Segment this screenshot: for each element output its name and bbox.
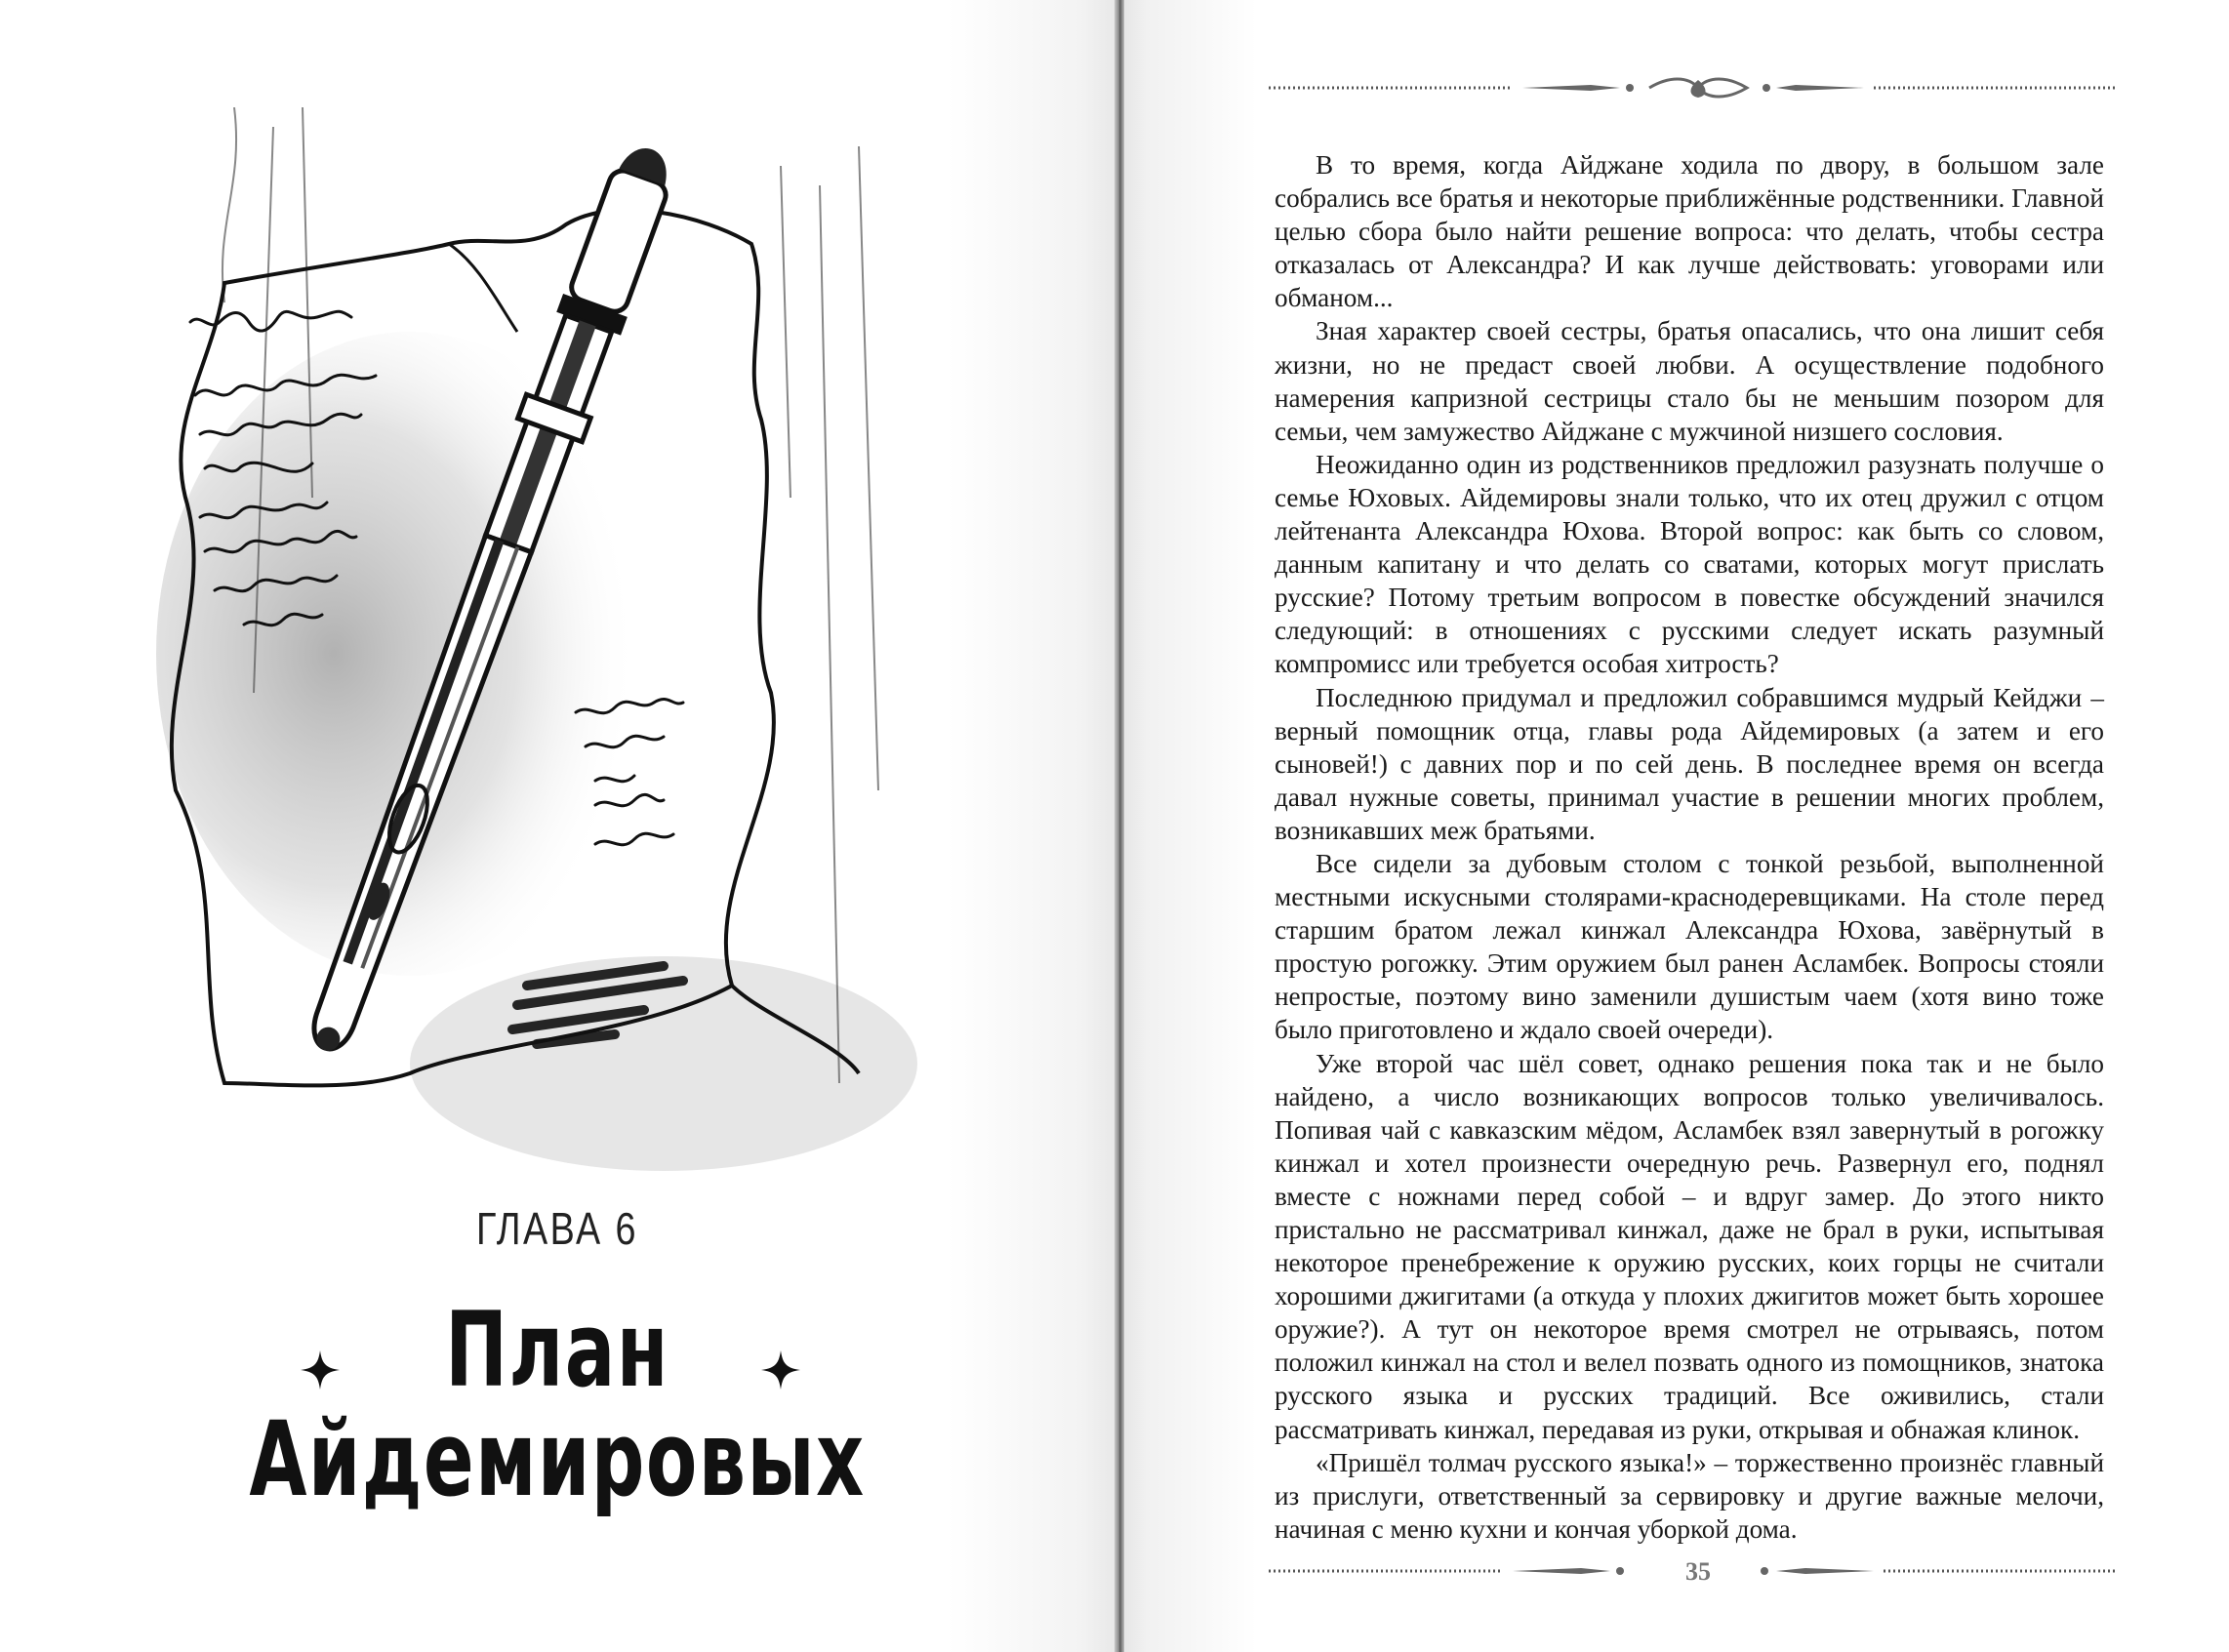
- paragraph: Неожиданно один из родственников предложил разузнать получше о семье Юховых. Айдемировы знали только, что их отец дружил с отцом лейтенанта Александра Юхова. Второй вопрос: как быть со словом, данным капитану и что делать со сватами, которых могут прислать русские? Потому третьим вопросом в повестке обсуждений значился следующий: в отношениях с русскими следует искать разумный компромисс или требуется особая хитрость?: [1275, 449, 2104, 679]
- paragraph: Уже второй час шёл совет, однако решения пока так и не было найдено, а число возникающих вопросов только увеличивалось. Попивая чай с кавказским мёдом, Асламбек взял завернутый в рогожку кинжал и хотел произнести очередную речь. Развернул его, поднял вместе с ножнами перед собой – и вдруг замер. До этого никто пристально не рассматривал кинжал, даже не брал в руки, испытывая некоторое пренебрежение к оружию русских, коих горцы не считали хорошими джигитами (а откуда у плохих джигитов может быть хорошее оружие?). А тут он некоторое время смотрел не отрываясь, потом положил кинжал на стол и велел позвать одного из помощников, знатока русского языка и русских традиций. Все оживились, стали рассматривать кинжал, передавая из руки, открывая и обнажая клинок.: [1275, 1048, 2104, 1444]
- left-page: [0, 0, 1114, 1652]
- chapter-title-line-2: Айдемировых: [249, 1399, 866, 1520]
- dagger-illustration: [156, 107, 927, 1181]
- page-number: 35: [1685, 1557, 1711, 1586]
- paragraph: Все сидели за дубовым столом с тонкой резьбой, выполненной местными искусными столярами-краснодеревщиками. На столе перед старшим братом лежал кинжал Александра Юхова, завёрнутый в простую рогожку. Этим оружием был ранен Асламбек. Вопросы стояли непростые, поэтому вино заменили душистым чаем (хотя вино тоже было приготовлено и ждало своей очереди).: [1275, 848, 2104, 1045]
- header-ornament-icon: [1269, 74, 2116, 101]
- paragraph: Зная характер своей сестры, братья опасались, что она лишит себя жизни, но не предаст своей любви. А осуществление подобного намерения капризной сестрицы стало бы не меньшим позором для семьи, чем замужество Айджане с мужчиной низшего сословия.: [1275, 316, 2104, 446]
- chapter-label: ГЛАВА 6: [476, 1203, 638, 1254]
- chapter-title: [0, 1290, 1114, 1520]
- chapter-title-line-1: План: [445, 1290, 669, 1410]
- paragraph: Последнюю придумал и предложил собравшимся мудрый Кейджи – верный помощник отца, главы рода Айдемировых (а затем и его сыновей!) с давних пор и по сей день. В последнее время он всегда давал нужные советы, принимал участие в решении многих проблем, возникавших меж братьями.: [1275, 682, 2104, 845]
- body-text: [1275, 148, 2104, 1546]
- paragraph: «Пришёл толмач русского языка!» – торжественно произнёс главный из прислуги, ответственный за сервировку и другие важные мелочи, начиная с меню кухни и кончая уборкой дома.: [1275, 1447, 2104, 1544]
- book-gutter: [1114, 0, 1124, 1652]
- paragraph: В то время, когда Айджане ходила по двору, в большом зале собрались все братья и некоторые приближённые родственники. Главной целью сбора было найти решение вопроса: что делать, чтобы сестра отказалась от Александра? И как лучше действовать: уговорами или обманом...: [1275, 150, 2104, 313]
